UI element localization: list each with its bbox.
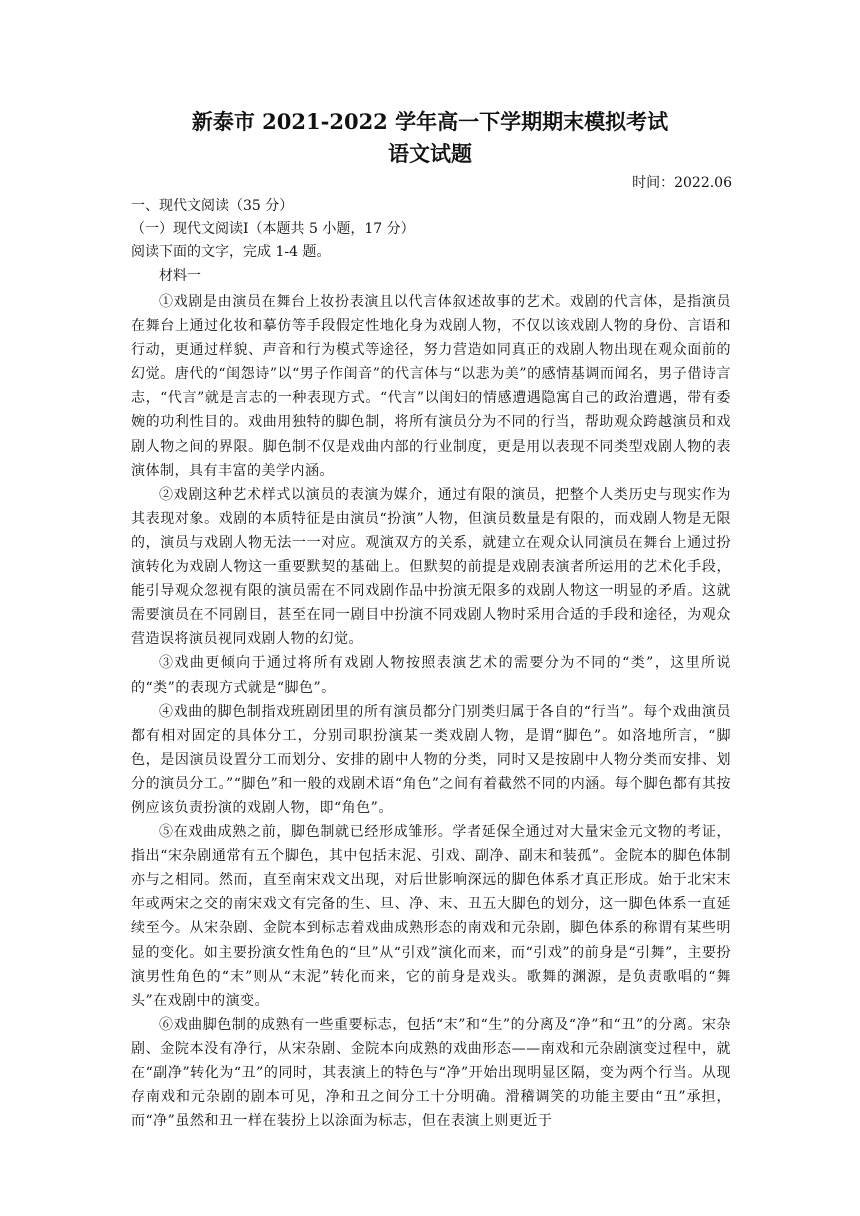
exam-date: 时间：2022.06 (632, 175, 732, 191)
passage-paragraph-6: ⑥戏曲脚色制的成熟有一些重要标志，包括“末”和“生”的分离及“净”和“丑”的分离。宋杂剧、金院本没有净行，从宋杂剧、金院本向成熟的戏曲形态——南戏和元杂剧演变过程中，就在“副净”转化为“丑”的同时，其表演上的特色与“净”开始出现明显区隔，变为两个行当。从现存南戏和元杂剧的剧本可见，净和丑之间分工十分明确。滑稽调笑的功能主要由“丑”承担，而“净”虽然和丑一样在装扮上以涂面为标志，但在表演上则更近于 (131, 1016, 731, 1130)
passage-paragraph-1: ①戏剧是由演员在舞台上妆扮表演且以代言体叙述故事的艺术。戏剧的代言体，是指演员在舞台上通过化妆和摹仿等手段假定性地化身为戏剧人物，不仅以该戏剧人物的身份、言语和行动，更通过样貌、声音和行为模式等途径，努力营造如同真正的戏剧人物出现在观众面前的幻觉。唐代的“闺怨诗”以“男子作闺音”的代言体与“以悲为美”的感情基调而闻名，男子借诗言志，“代言”就是言志的一种表现方式。“代言”以闺妇的情感遭遇隐寓自己的政治遭遇，带有委婉的功利性目的。戏曲用独特的脚色制，将所有演员分为不同的行当，帮助观众跨越演员和戏剧人物之间的界限。脚色制不仅是戏曲内部的行业制度，更是用以表现不同类型戏剧人物的表演体制，具有丰富的美学内涵。 (131, 294, 731, 479)
passage-paragraph-2: ②戏剧这种艺术样式以演员的表演为媒介，通过有限的演员，把整个人类历史与现实作为其表现对象。戏剧的本质特征是由演员“扮演”人物，但演员数量是有限的，而戏剧人物是无限的，演员与戏剧人物无法一一对应。观演双方的关系，就建立在观众认同演员在舞台上通过扮演转化为戏剧人物这一重要默契的基础上。但默契的前提是戏剧表演者所运用的艺术化手段，能引导观众忽视有限的演员需在不同戏剧作品中扮演无限多的戏剧人物这一明显的矛盾。这就需要演员在不同剧目，甚至在同一剧目中扮演不同戏剧人物时采用合适的手段和途径，为观众营造误将演员视同戏剧人物的幻觉。 (131, 486, 731, 648)
reading-passage (131, 290, 731, 1133)
exam-title: 新泰市 2021-2022 学年高一下学期期末模拟考试 (191, 109, 669, 134)
passage-paragraph-5: ⑤在戏曲成熟之前，脚色制就已经形成雏形。学者延保全通过对大量宋金元文物的考证，指出“宋杂剧通常有五个脚色，其中包括末泥、引戏、副净、副末和装孤”。金院本的脚色体制亦与之相同。然而，直至南宋戏文出现，对后世影响深远的脚色体系才真正形成。始于北宋末年或两宋之交的南宋戏文有完备的生、旦、净、末、丑五大脚色的划分，这一脚色体系一直延续至今。从宋杂剧、金院本到标志着戏曲成熟形态的南戏和元杂剧，脚色体系的称谓有某些明显的变化。如主要扮演女性角色的“旦”从“引戏”演化而来，而“引戏”的前身是“引舞”，主要扮演男性角色的“末”则从“末泥”转化而来，它的前身是戏头。歌舞的渊源，是负责歌唱的“舞头”在戏剧中的演变。 (131, 824, 731, 1009)
subsection-heading: （一）现代文阅读Ⅰ（本题共 5 小题，17 分） (131, 221, 415, 237)
reading-instruction: 阅读下面的文字，完成 1-4 题。 (131, 244, 331, 260)
passage-paragraph-3: ③戏曲更倾向于通过将所有戏剧人物按照表演艺术的需要分为不同的“类”，这里所说的“类”的表现方式就是“脚色”。 (131, 655, 731, 696)
material-label: 材料一 (159, 268, 201, 284)
exam-subject-title: 语文试题 (388, 141, 472, 166)
section-heading: 一、现代文阅读（35 分） (131, 198, 294, 214)
passage-paragraph-4: ④戏曲的脚色制指戏班剧团里的所有演员都分门别类归属于各自的“行当”。每个戏曲演员都有相对固定的具体分工，分别司职扮演某一类戏剧人物，是谓“脚色”。如洛地所言，“脚色，是因演员设置分工而划分、安排的剧中人物的分类，同时又是按剧中人物分类而安排、划分的演员分工。”“脚色”和一般的戏剧术语“角色”之间有着截然不同的内涵。每个脚色都有其按例应该负责扮演的戏剧人物，即“角色”。 (131, 703, 731, 816)
